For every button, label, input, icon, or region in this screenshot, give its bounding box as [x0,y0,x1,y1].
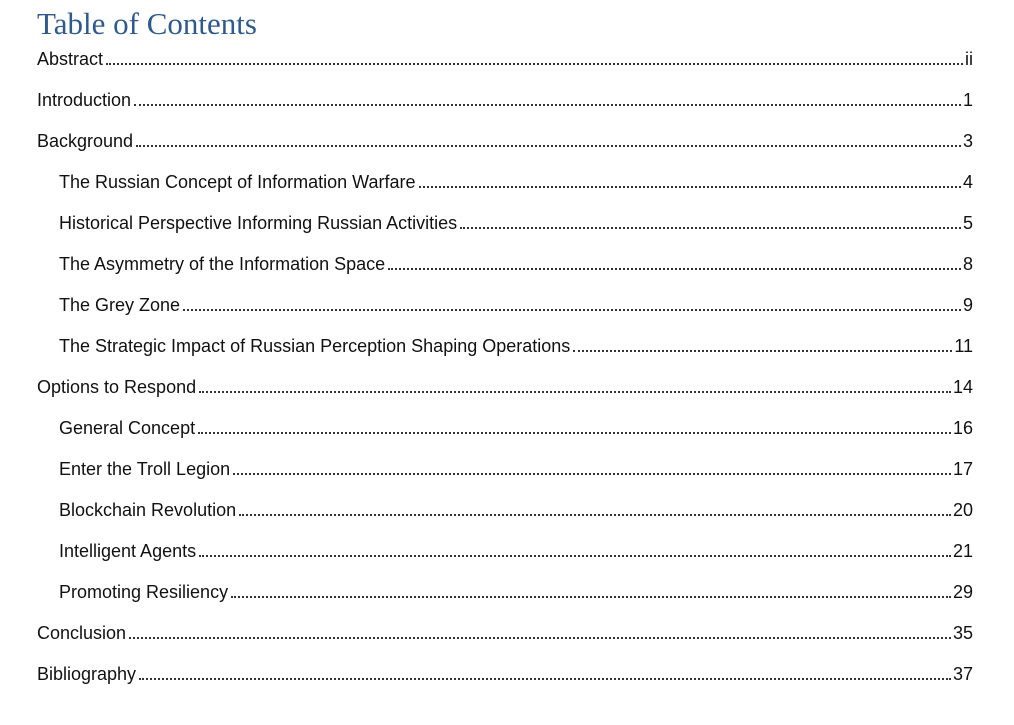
toc-entry-bibliography[interactable] [37,659,973,685]
toc-entry-label: Enter the Troll Legion [59,459,231,479]
toc-leader-dots [136,145,961,147]
toc-entry-general-concept[interactable] [59,413,973,439]
toc-entry-page: 1 [962,90,973,110]
toc-entry-page: 11 [954,336,973,356]
toc-leader-dots [388,268,961,270]
toc-entry-label: General Concept [59,418,196,438]
toc-entry-page: 5 [962,213,973,233]
toc-entry-page: 21 [952,541,973,561]
toc-entry-promoting-resiliency[interactable] [59,577,973,603]
toc-entry-asymmetry[interactable] [59,249,973,275]
toc-entry-page: 4 [962,172,973,192]
toc-leader-dots [233,473,951,475]
toc-entry-intelligent-agents[interactable] [59,536,973,562]
toc-entry-label: The Asymmetry of the Information Space [59,254,386,274]
toc-leader-dots [231,596,951,598]
toc-leader-dots [198,432,951,434]
toc-entry-page: 29 [952,582,973,602]
toc-entry-label: The Russian Concept of Information Warfare [59,172,416,192]
toc-entry-abstract[interactable] [37,44,973,70]
toc-entry-troll-legion[interactable] [59,454,973,480]
toc-entry-label: Blockchain Revolution [59,500,237,520]
toc-entry-label: Background [37,131,134,151]
toc-leader-dots [199,555,951,557]
toc-leader-dots [129,637,951,639]
toc-leader-dots [106,63,963,65]
toc-entry-page: 8 [962,254,973,274]
toc-entry-label: The Strategic Impact of Russian Perception Shaping Operations [59,336,571,356]
toc-entry-label: Conclusion [37,623,127,643]
toc-entry-russian-concept[interactable] [59,167,973,193]
toc-leader-dots [134,104,961,106]
toc-entry-label: Abstract [37,49,104,69]
toc-entry-options-to-respond[interactable] [37,372,973,398]
toc-entry-label: The Grey Zone [59,295,181,315]
toc-leader-dots [239,514,951,516]
toc-entry-label: Promoting Resiliency [59,582,229,602]
toc-entry-page: 16 [952,418,973,438]
toc-entry-label: Intelligent Agents [59,541,197,561]
toc-leader-dots [139,678,951,680]
toc-entry-blockchain-revolution[interactable] [59,495,973,521]
toc-entry-page: 9 [962,295,973,315]
toc-entry-page: 37 [952,664,973,684]
toc-entry-grey-zone[interactable] [59,290,973,316]
toc-entry-strategic-impact[interactable] [59,331,973,357]
toc-leader-dots [183,309,961,311]
toc-leader-dots [573,350,952,352]
toc-leader-dots [460,227,961,229]
toc-entry-page: 17 [952,459,973,479]
toc-entry-page: 35 [952,623,973,643]
toc-entry-background[interactable] [37,126,973,152]
toc-entry-label: Bibliography [37,664,137,684]
toc-entry-page: 14 [952,377,973,397]
toc-entry-label: Options to Respond [37,377,197,397]
toc-entry-conclusion[interactable] [37,618,973,644]
toc-leader-dots [199,391,951,393]
toc-entry-page: 3 [962,131,973,151]
toc-entry-label: Introduction [37,90,132,110]
toc-entry-historical-perspective[interactable] [59,208,973,234]
toc-entry-page: ii [965,49,973,69]
toc-entry-page: 20 [952,500,973,520]
toc-entry-introduction[interactable] [37,85,973,111]
toc-title: Table of Contents [37,6,257,41]
toc-leader-dots [419,186,961,188]
toc-entry-label: Historical Perspective Informing Russian Activities [59,213,458,233]
